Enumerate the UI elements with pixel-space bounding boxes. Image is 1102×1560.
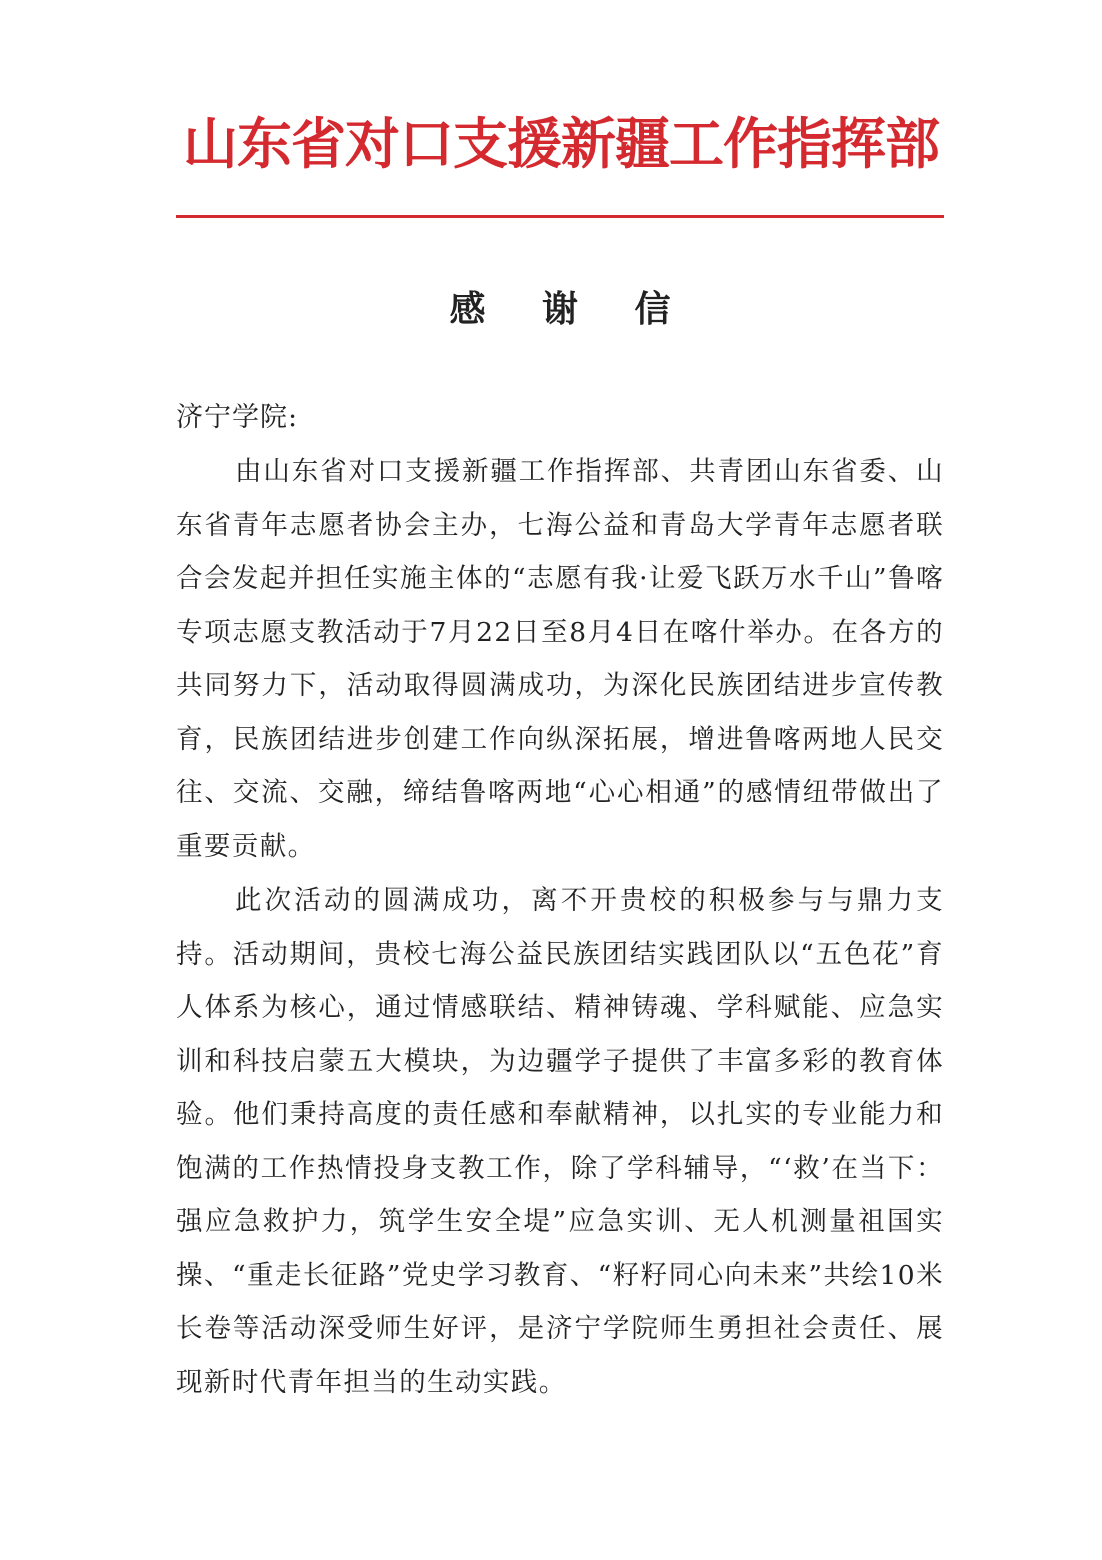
body-paragraph-1: 由山东省对口支援新疆工作指挥部、共青团山东省委、山东省青年志愿者协会主办，七海公益和青岛大学青年志愿者联合会发起并担任实施主体的“志愿有我·让爱飞跃万水千山”鲁喀专项志愿支教活动于7月22日至8月4日在喀什举办。在各方的共同努力下，活动取得圆满成功，为深化民族团结进步宣传教育，民族团结进步创建工作向纵深拓展，增进鲁喀两地人民交往、交流、交融，缔结鲁喀两地“心心相通”的感情纽带做出了重要贡献。 (176, 456, 944, 862)
organization-letterhead: 山东省对口支援新疆工作指挥部 (182, 111, 939, 176)
letter-title: 感 谢 信 (449, 289, 693, 330)
letterhead-divider (176, 215, 944, 218)
body-paragraph-2: 此次活动的圆满成功，离不开贵校的积极参与与鼎力支持。活动期间，贵校七海公益民族团结实践团队以“五色花”育人体系为核心，通过情感联结、精神铸魂、学科赋能、应急实训和科技启蒙五大模块，为边疆学子提供了丰富多彩的教育体验。他们秉持高度的责任感和奉献精神，以扎实的专业能力和饱满的工作热情投身支教工作，除了学科辅导，“‘救’在当下：强应急救护力，筑学生安全堤”应急实训、无人机测量祖国实操、“重走长征路”党史学习教育、“籽籽同心向未来”共绘10米长卷等活动深受师生好评，是济宁学院师生勇担社会责任、展现新时代青年担当的生动实践。 (176, 885, 944, 1398)
salutation: 济宁学院: (176, 402, 299, 433)
